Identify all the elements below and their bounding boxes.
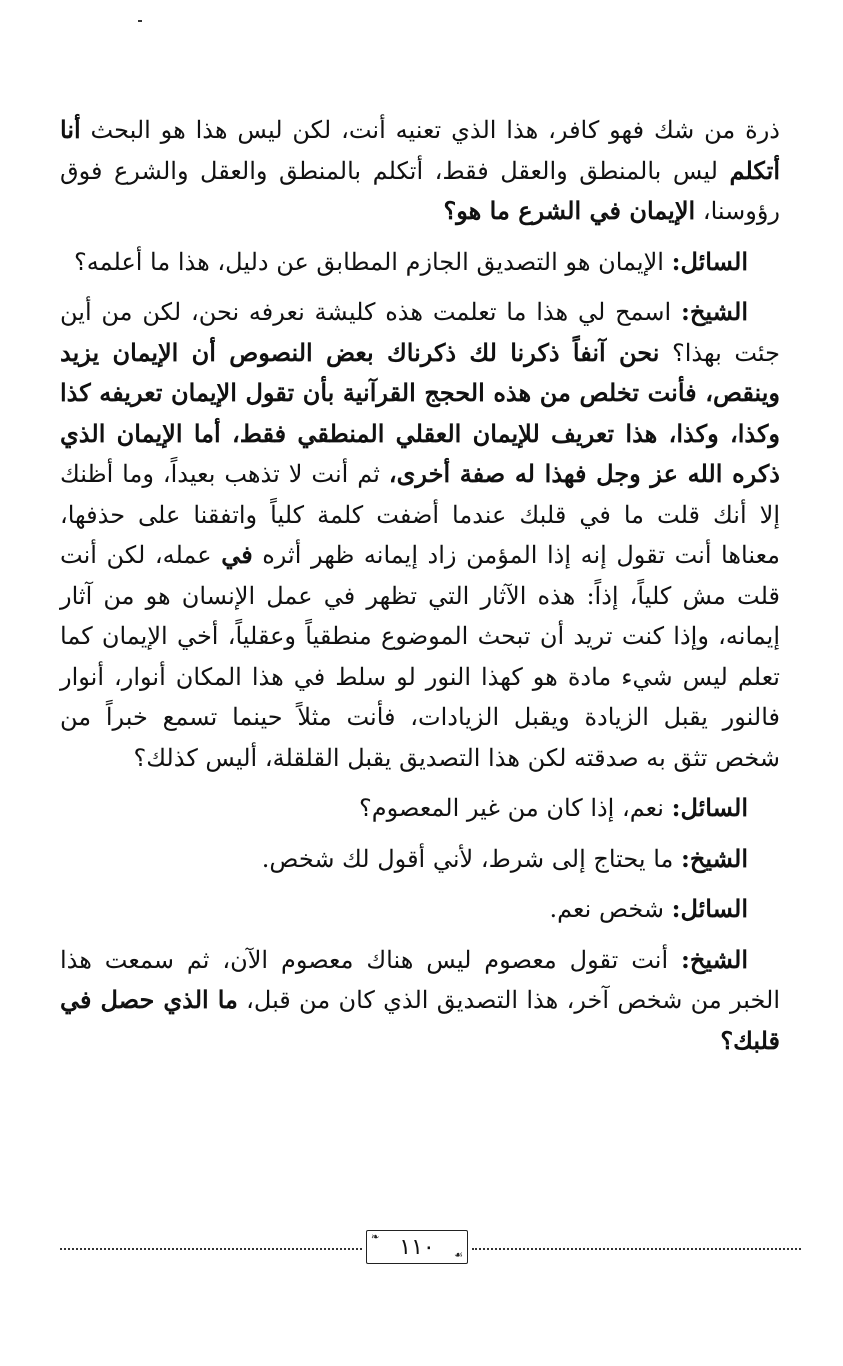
speaker-label: السائل: bbox=[671, 894, 748, 923]
text-segment: ليس بالمنطق والعقل فقط، أتكلم بالمنطق والعقل والشرع فوق رؤوسنا، bbox=[60, 156, 780, 225]
text-segment: اسمح لي هذا ما تعلمت هذه كليشة نعرفه نحن، لكن من أين جئت بهذا؟ bbox=[60, 298, 780, 367]
text-segment: ذرة من شك فهو كافر، هذا الذي تعنيه أنت، لكن ليس هذا هو البحث bbox=[80, 116, 780, 144]
page-number: ١١٠ bbox=[399, 1235, 435, 1260]
text-segment: الإيمان هو التصديق الجازم المطابق عن دليل، هذا ما أعلمه؟ bbox=[74, 247, 672, 276]
text-segment: عمله، لكن أنت قلت مش كلياً، إذاً: هذه الآثار التي تظهر في عمل الإنسان هو من آثار إيمانه، وإذا كنت تريد أن تبحث الموضوع منطقياً وعقلياً، أخي الإيمان كما تعلم ليس شيء مادة هو كهذا النور لو سلط في هذا المكان أنوار، أنوار فالنور يقبل الزيادة ويقبل الزيادات، فأنت مثلاً حينما تسمع خبراً من شخص تثق به صدقته لكن هذا التصديق يقبل القلقلة، أليس كذلك؟ bbox=[60, 541, 780, 772]
speaker-label: الشيخ: bbox=[681, 944, 748, 974]
paragraph bbox=[60, 788, 780, 829]
speaker-label: السائل: bbox=[671, 246, 748, 276]
bold-text-segment: ما الذي حصل في قلبك؟ bbox=[60, 985, 780, 1055]
page-number-frame bbox=[366, 1230, 468, 1264]
paragraph bbox=[60, 292, 780, 778]
text-segment: أنت تقول معصوم ليس هناك معصوم الآن، ثم سمعت هذا الخبر من شخص آخر، هذا التصديق الذي كان من قبل، bbox=[60, 945, 780, 1014]
dotted-rule-left bbox=[60, 1248, 362, 1250]
paragraph bbox=[60, 110, 780, 232]
paragraph bbox=[60, 889, 780, 930]
ornament-icon: ☙ bbox=[454, 1250, 463, 1261]
text-segment: نعم، إذا كان من غير المعصوم؟ bbox=[359, 794, 672, 822]
speaker-label: الشيخ: bbox=[681, 843, 748, 873]
paragraph bbox=[60, 242, 780, 283]
speaker-label: السائل: bbox=[671, 793, 748, 822]
bold-text-segment: الإيمان في الشرع ما هو؟ bbox=[443, 196, 696, 225]
bold-text-segment: في bbox=[221, 540, 253, 569]
dotted-rule-right bbox=[472, 1248, 801, 1250]
scan-speck bbox=[138, 20, 142, 22]
text-segment: ثم أنت لا تذهب بعيداً، وما أظنك إلا أنك قلت ما في قلبك عندما أضفت كلمة كلياً واتفقنا على حذفها، معناها أنت تقول إنه إذا المؤمن زاد إيمانه ظهر أثره bbox=[60, 460, 781, 569]
text-segment: ما يحتاج إلى شرط، لأني أقول لك شخص. bbox=[261, 844, 682, 873]
paragraph bbox=[60, 839, 780, 880]
body-text bbox=[60, 110, 780, 1061]
text-segment: شخص نعم. bbox=[549, 895, 672, 923]
speaker-label: الشيخ: bbox=[681, 297, 748, 326]
bold-text-segment: نحن آنفاً ذكرنا لك ذكرناك بعض النصوص أن الإيمان يزيد وينقص، فأنت تخلص من هذه الحجج القرآنية بأن تقول الإيمان تعريفه كذا وكذا، وكذا، هذا تعريف للإيمان العقلي المنطقي فقط، أما الإيمان الذي ذكره الله عز وجل فهذا له صفة أخرى، bbox=[60, 337, 780, 488]
ornament-icon: ❧ bbox=[371, 1232, 380, 1243]
paragraph bbox=[60, 940, 780, 1062]
bold-text-segment: أنا أتكلم bbox=[60, 115, 780, 185]
page-footer bbox=[60, 1230, 801, 1270]
